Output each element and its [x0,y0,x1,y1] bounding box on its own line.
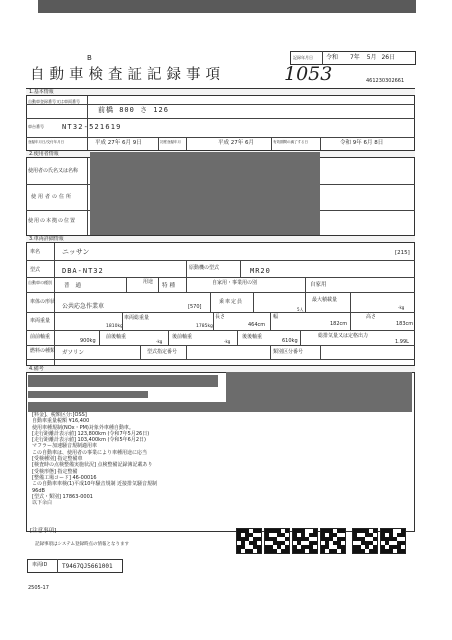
section-basic: 1.基本情報 [26,88,415,96]
remarks-line: マフラー加速騒音規制適用車 [32,443,98,450]
section-vehicle: 3.車両詳細情報 [26,235,415,243]
document-title: 自動車検査証記録事項 [30,67,225,83]
qr-code-1 [236,528,262,554]
expiry-label: 有効期間の満了する日 [273,140,308,144]
first-reg-value: 平成 27年 6月 9日 [95,140,142,146]
remarks-line: [受検種別] 指定整備車 [32,456,83,463]
remarks-line: 使用車種規制(NOx・PM)対象外車種自動車。 [32,424,134,431]
section-user: 2.使用者情報 [26,150,415,158]
weight-label: 車両重量 [30,318,51,324]
qr-code-2 [264,528,290,554]
car-name-code: [215] [395,250,410,256]
remarks-line: この自動車は、使用者の事業により車種用途に応当 [32,449,148,456]
model-value: DBA-NT32 [62,267,104,275]
fuel-label: 燃料の種類 [30,348,56,354]
use-label: 用途 [143,279,154,285]
displacement-value: 1.99L [395,339,409,345]
handwritten-number: 1053 [284,63,333,85]
chassis-value: NT32-521619 [62,123,122,131]
max-load-label: 最大積載量 [312,297,338,303]
remarks-line: [走行距離計表示値] 103,400km (令和5年6月2日) [32,437,146,444]
capacity-value: 5人 [297,307,304,312]
remarks-line: [型式・類別] 17863-0001 [32,493,93,500]
length-value: 464cm [248,322,266,328]
width-label: 幅 [273,314,279,320]
gross-value: 1785kg [196,324,213,329]
remarks-line: [検査時の点検整備実施状況] 点検整備記録簿記載あり [32,462,153,469]
car-name-value: ニッサン [62,248,90,256]
first-reg-label: 登録年月日/交付年月日 [28,140,65,144]
chassis-label: 車台番号 [28,124,44,129]
remarks-line: [受検形態] 指定整備 [32,468,78,475]
register-month: 5 [366,54,371,61]
redacted-remarks-line [28,391,148,398]
remarks-line: [走行距離計表示値] 123,800km (令和7年5月26日) [32,430,150,437]
capacity-label: 乗車定員 [219,299,244,305]
shape-label: 車体の形状 [30,299,56,305]
register-date [326,54,395,61]
vehicle-id-label: 車両ID [32,562,48,568]
form-letter: B [87,54,92,62]
first-date-value: 平成 27年 6月 [218,140,254,146]
user-base-label: 使用の本拠の位置 [28,218,77,224]
reg-number-label: 自動車登録番号又は車両番号 [28,99,80,104]
width-value: 182cm [330,321,348,327]
rear-front-value: -kg [224,339,231,344]
front-rear-label: 前後軸重 [106,334,127,340]
qr-code-3 [292,528,318,554]
remarks-line: 自動車重量税額 ¥16,400 [32,418,90,425]
rear-axle-value: 610kg [282,338,298,344]
qr-code-6 [380,528,406,554]
qr-code-4 [320,528,346,554]
vehicle-id-value: T9467QJ5661001 [62,563,113,570]
engine-label: 原動機の型式 [189,265,220,271]
redacted-user-info [90,152,320,237]
register-day-unit: 日 [389,54,396,61]
private-label: 自家用・事業用の別 [212,280,258,286]
car-name-label: 車名 [30,249,41,255]
displacement-label: 総排気量又は定格出力 [318,333,369,339]
type-value: 普通 [64,283,88,289]
max-load-value: -kg [398,305,405,310]
remarks-line: この自動車車検(1)平成10年騒音規制 近接排気騒音規制 [32,481,158,488]
remarks-line: [整備工場コード] 46-00016 [32,474,97,481]
rear-front-label: 後前軸重 [172,334,193,340]
form-number: 2505-17 [28,585,49,591]
model-label: 型式 [30,267,41,273]
register-month-unit: 月 [370,54,377,61]
remarks-line: 96dB [32,487,45,494]
redacted-remarks-top [28,375,218,387]
scan-top-band [38,0,416,13]
expiry-value: 令和 9年 6月 8日 [340,140,384,146]
engine-value: MR20 [250,267,271,275]
height-label: 高さ [366,314,377,320]
shape-value: 公共応急作業車 [62,303,105,310]
register-day: 26 [381,54,390,61]
shape-code: [570] [188,304,202,310]
remarks-line: [料金]、税額区分:[OSS] [32,412,87,418]
register-year: 7 [349,54,354,61]
fuel-value: ガソリン [62,350,85,356]
note-title: [注意事項] [30,528,57,534]
first-date-label: 初度登録年月 [160,140,181,144]
type-label: 自動車の種別 [28,280,52,285]
use-value: 特種 [162,283,178,289]
weight-value: 1810kg [106,324,123,329]
redacted-remarks-right [226,372,412,412]
front-axle-value: 900kg [80,338,96,344]
reg-number-value: 前橋 800 さ 126 [98,106,169,114]
section-remarks: 4.備考 [26,365,415,373]
remarks-line: 以下余白 [32,500,53,507]
category-label: 類別区分番号 [273,349,304,355]
register-date-label: 記録年月日 [293,55,313,60]
redacted-remarks-block [28,402,228,412]
private-value: 自家用 [310,282,327,288]
front-axle-label: 前前軸重 [30,334,51,340]
note-text: 記録事項はシステム登録時点の情報となります [35,542,130,547]
height-value: 183cm [396,321,414,327]
gross-label: 車両総重量 [124,315,150,321]
register-year-unit: 年 [353,54,360,61]
designation-label: 型式指定番号 [147,349,178,355]
front-rear-value: -kg [156,339,163,344]
user-address-label: 使用者の住所 [31,194,74,200]
length-label: 長さ [215,314,226,320]
qr-code-5 [352,528,378,554]
remarks-list [32,412,402,506]
register-era: 令和 [326,54,339,61]
document-number: 461230302661 [366,78,405,84]
user-name-label: 使用者の氏名又は名称 [28,168,79,174]
rear-axle-label: 後後軸重 [242,334,263,340]
